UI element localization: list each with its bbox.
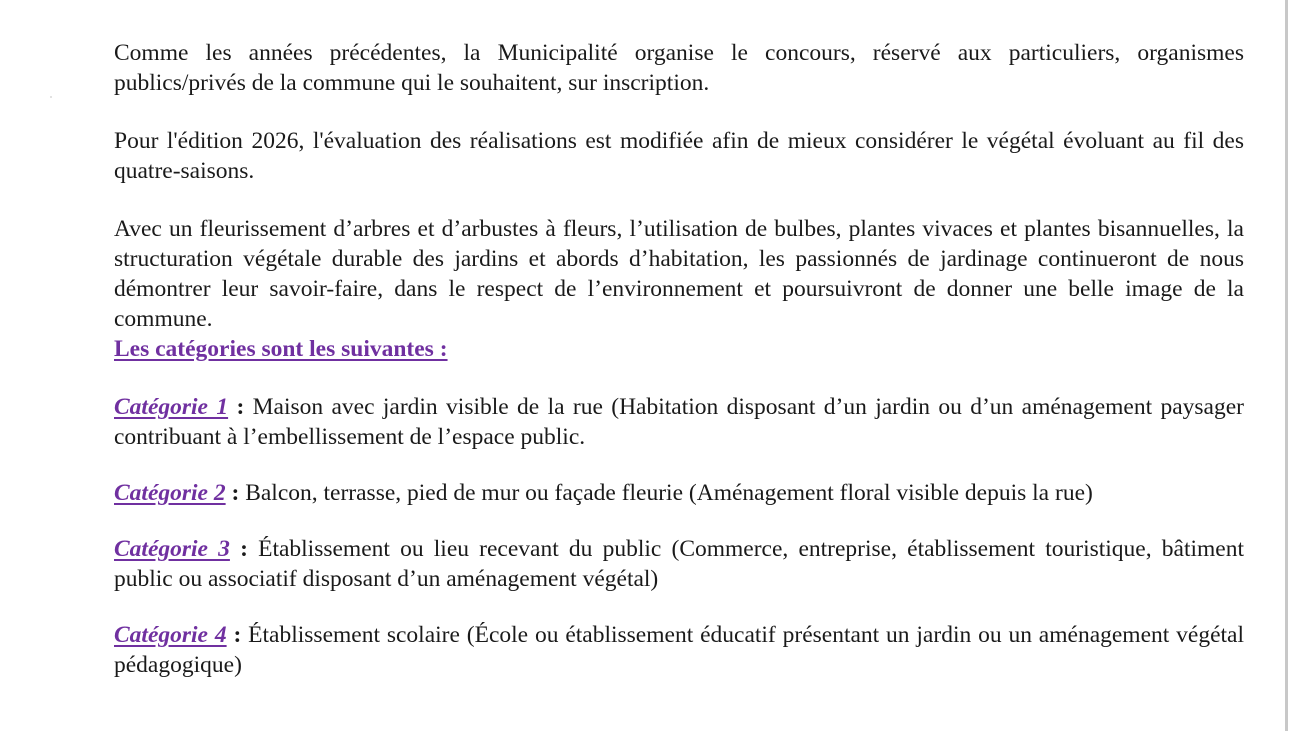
category-2-label: Catégorie 2 bbox=[114, 480, 226, 506]
category-1-separator: : bbox=[228, 394, 253, 420]
category-4-paragraph bbox=[114, 620, 1244, 680]
category-3-label: Catégorie 3 bbox=[114, 536, 230, 562]
category-1-text: Maison avec jardin visible de la rue (Habitation disposant d’un jardin ou d’un aménagement paysager contribuant à l’embellissement de l’espace public. bbox=[114, 394, 1244, 450]
category-1-label: Catégorie 1 bbox=[114, 394, 229, 420]
category-1-paragraph bbox=[114, 392, 1244, 452]
flowering-paragraph: Avec un fleurissement d’arbres et d’arbustes à fleurs, l’utilisation de bulbes, plantes vivaces et plantes bisannuelles, la structuration végétale durable des jardins et abords d’habitation, les passionnés de jardinage continueront de nous démontrer leur savoir-faire, dans le respect de l’environnement et poursuivront de donner une belle image de la commune. bbox=[114, 216, 1244, 332]
category-3-paragraph bbox=[114, 534, 1244, 594]
category-2-paragraph bbox=[114, 478, 1244, 508]
category-2-separator: : bbox=[225, 480, 246, 506]
category-4-separator: : bbox=[226, 622, 249, 648]
category-3-text: Établissement ou lieu recevant du public (Commerce, entreprise, établissement touristique, bâtiment public ou associatif disposant d’un aménagement végétal) bbox=[114, 536, 1245, 592]
category-2-text: Balcon, terrasse, pied de mur ou façade fleurie (Aménagement floral visible depuis la rue) bbox=[245, 480, 1093, 506]
category-3-separator: : bbox=[229, 536, 259, 562]
categories-heading: Les catégories sont les suivantes : bbox=[114, 336, 448, 362]
document-body bbox=[114, 38, 1244, 680]
category-4-label: Catégorie 4 bbox=[114, 622, 227, 648]
intro-paragraph: Comme les années précédentes, la Municipalité organise le concours, réservé aux particuliers, organismes publics/privés de la commune qui le souhaitent, sur inscription. bbox=[114, 40, 1244, 96]
page-edge-line bbox=[1285, 0, 1288, 731]
category-4-text: Établissement scolaire (École ou établissement éducatif présentant un jardin ou un aménagement végétal pédagogique) bbox=[114, 622, 1244, 678]
edition-paragraph: Pour l'édition 2026, l'évaluation des réalisations est modifiée afin de mieux considérer le végétal évoluant au fil des quatre-saisons. bbox=[114, 128, 1244, 184]
scan-speck bbox=[50, 96, 52, 98]
